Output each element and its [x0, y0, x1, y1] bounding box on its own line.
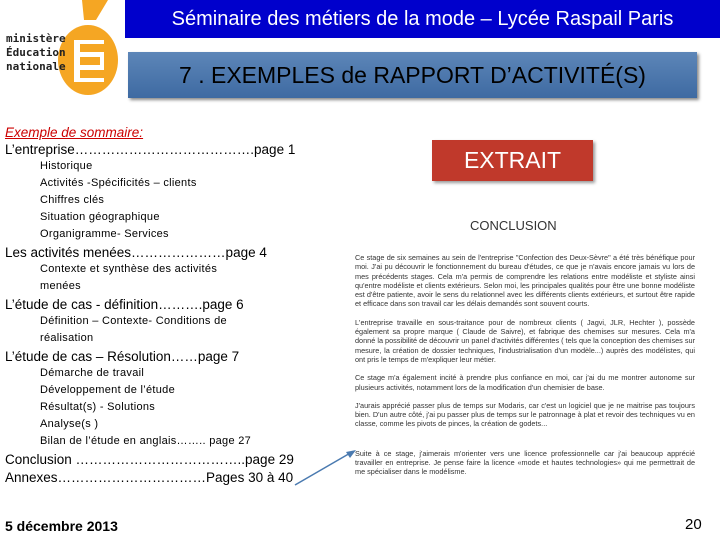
paragraph: Ce stage de six semaines au sein de l'entreprise "Confection des Deux-Sèvre" a été très bénéfique pour moi. J'ai pu découvrir le fonctionnement du bureau d'études, ce que je n'avais encore jamais vu lors de mes précédents stages. Cela m'a permis de comprendre les relations entre modéliste et styliste ainsi qu'entre modéliste et clients extérieurs. Selon moi, les principales qualités pour être une bonne modéliste est d'être patiente, avoir le sens du relationnel avec les différents clients extérieurs, et surtout être rapide et efficace dans son travail car les délais demandés sont souvent courts.	[355, 253, 695, 309]
table-of-contents	[5, 124, 295, 486]
toc-item: Chiffres clés	[40, 194, 105, 206]
ministry-logo	[0, 0, 125, 100]
toc-item: Historique	[40, 160, 93, 172]
extract-label: EXTRAIT	[432, 140, 593, 181]
toc-item: Démarche de travail	[40, 367, 145, 379]
toc-item: Organigramme- Services	[40, 228, 169, 240]
toc-item: Analyse(s )	[40, 418, 99, 430]
logo-line: nationale	[6, 60, 66, 73]
toc-item: Résultat(s) - Solutions	[40, 401, 156, 413]
arrow-icon	[290, 440, 360, 490]
slide-title: 7 . EXEMPLES de RAPPORT D’ACTIVITÉ(S)	[128, 52, 697, 98]
toc-item: Activités -Spécificités – clients	[40, 177, 197, 189]
document-heading: CONCLUSION	[470, 218, 557, 233]
document-excerpt	[355, 253, 695, 486]
header-banner: Séminaire des métiers de la mode – Lycée Raspail Paris	[125, 0, 720, 38]
toc-item: menées	[40, 280, 81, 292]
toc-item: Développement de l’étude	[40, 384, 176, 396]
footer-date: 5 décembre 2013	[5, 518, 118, 534]
toc-item: L’étude de cas – Résolution……page 7	[5, 349, 240, 364]
toc-item: Conclusion ………………………………..page 29	[5, 452, 294, 467]
logo-line: ministère	[6, 32, 66, 45]
paragraph: Suite à ce stage, j'aimerais m'orienter vers une licence professionnelle car j'ai beaucoup apprécié travailler en entreprise. Je pense faire la licence «mode et hautes technologies» qui me permettrait de me spécialiser dans le modélisme.	[355, 448, 695, 477]
paragraph: L'entreprise travaille en sous-traitance pour de nombreux clients ( Jagvi, JLR, Hechter ), possède également sa propre marque ( Claude de Saivre), et fabrique des chemises sur mesures. Cela m'a donné la possibilité de découvrir un panel d'activités différentes ( tels que la conception des chemises sur mesure, la création de dossier techniques, l'industrialisation d'un modèle...) auprès des modélistes, qui ont pris le temps de m'expliquer leur métier.	[355, 317, 695, 364]
toc-item: Annexes……………………………Pages 30 à 40	[5, 470, 294, 485]
logo-line: Éducation	[6, 46, 66, 59]
toc-item: Définition – Contexte- Conditions de	[40, 315, 227, 327]
paragraph: Ce stage m'a également incité à prendre plus confiance en moi, car j'ai du me montrer autonome sur plusieurs activités, notamment lors de la modification d'un chemisier de base.	[355, 373, 695, 392]
toc-item: Situation géographique	[40, 211, 160, 223]
toc-item: Bilan de l’étude en anglais…….. page 27	[40, 435, 252, 447]
toc-item: Contexte et synthèse des activités	[40, 263, 218, 275]
toc-item: réalisation	[40, 332, 94, 344]
toc-heading: Exemple de sommaire:	[5, 125, 144, 140]
toc-item: Les activités menées…………………page 4	[5, 245, 267, 260]
page-number: 20	[685, 516, 702, 533]
toc-item: L’étude de cas - définition……….page 6	[5, 297, 244, 312]
paragraph: J'aurais apprécié passer plus de temps sur Modaris, car c'est un logiciel que je ne maitrise pas toujours bien. D'un autre côté, j'ai pu passer plus de temps sur le patronnage à plat et revoir des techniques vu en classe, comme les pivots de pinces, la création de godets...	[355, 400, 695, 429]
toc-item: L’entreprise………………………………….page 1	[5, 142, 296, 157]
